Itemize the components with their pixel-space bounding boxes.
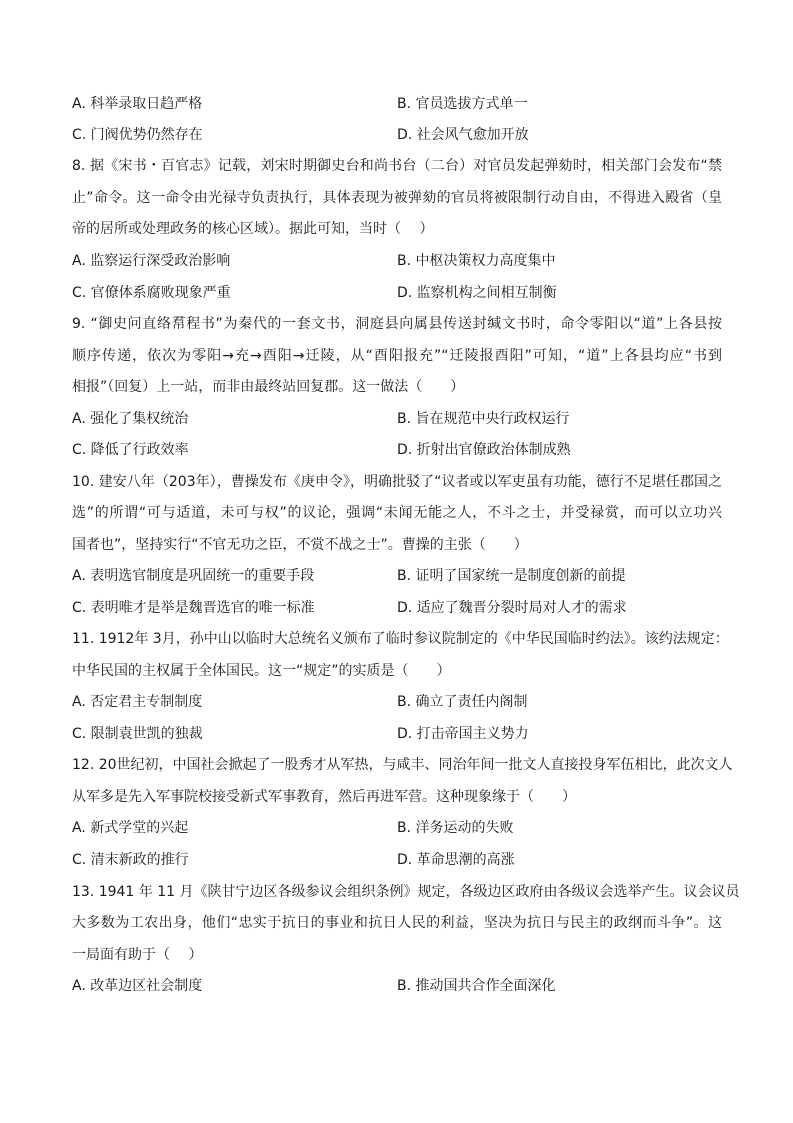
q11-option-a: A. 否定君主专制制度 [72, 694, 203, 710]
q10-option-b: B. 证明了国家统一是制度创新的前提 [397, 568, 626, 584]
q7-option-d: D. 社会风气愈加开放 [397, 127, 529, 143]
q13-option-b: B. 推动国共合作全面深化 [397, 978, 556, 994]
q12-option-c: C. 清末新政的推行 [72, 852, 189, 868]
q13-option-a: A. 改革边区社会制度 [72, 978, 203, 994]
q9-option-c: C. 降低了行政效率 [72, 442, 189, 458]
q8-stem-line: 止”命令。这一命令由光禄寺负责执行，具体表现为被弹劾的官员将被限制行动自由，不得进入殿省（皇 [72, 190, 722, 206]
q7-option-b: B. 官员选拔方式单一 [397, 96, 528, 112]
q13-stem-line: 大多数为工农出身，他们“忠实于抗日的事业和抗日人民的利益，坚决为抗日与民主的政纲而斗争”。这 [72, 915, 722, 931]
q10-option-d: D. 适应了魏晋分裂时局对人才的需求 [397, 600, 627, 616]
q8-stem-line: 帝的居所或处理政务的核心区域）。据此可知，当时（ ） [72, 221, 434, 237]
q8-option-a: A. 监察运行深受政治影响 [72, 253, 231, 269]
q9-option-b: B. 旨在规范中央行政权运行 [397, 411, 570, 427]
q13-stem-line: 13. 1941 年 11 月《陕甘宁边区各级参议会组织条例》规定，各级边区政府由各级议会选举产生。议会议员 [72, 884, 740, 900]
q12-option-d: D. 革命思潮的高涨 [397, 852, 515, 868]
q9-option-a: A. 强化了集权统治 [72, 411, 189, 427]
q11-stem-line: 11. 1912年 3月，孙中山以临时大总统名义颁布了临时参议院制定的《中华民国临时约法》。该约法规定： [72, 631, 729, 647]
q10-option-c: C. 表明唯才是举是魏晋选官的唯一标准 [72, 600, 315, 616]
q7-option-a: A. 科举录取日趋严格 [72, 96, 203, 112]
q11-option-b: B. 确立了责任内阁制 [397, 694, 528, 710]
q10-stem-line: 国者也”，坚持实行“不官无功之臣，不赏不战之士”。曹操的主张（ ） [72, 537, 528, 553]
q10-stem-line: 选”的所谓“可与适道，未可与权”的议论，强调“未闻无能之人，不斗之士，并受禄赏，而可以立功兴 [72, 505, 722, 521]
q9-option-d: D. 折射出官僚政治体制成熟 [397, 442, 571, 458]
q13-stem-line: 一局面有助于（ ） [72, 947, 203, 963]
q9-stem-line: 相报”（回复）上一站，而非由最终站回复郡。这一做法（ ） [72, 379, 465, 395]
q11-option-c: C. 限制袁世凯的独裁 [72, 726, 203, 742]
q10-stem-line: 10. 建安八年（203年），曹操发布《庚申令》，明确批驳了“议者或以军吏虽有功能，德行不足堪任郡国之 [72, 474, 722, 490]
q8-option-b: B. 中枢决策权力高度集中 [397, 253, 556, 269]
q10-option-a: A. 表明选官制度是巩固统一的重要手段 [72, 568, 315, 584]
q12-option-b: B. 洋务运动的失败 [397, 820, 514, 836]
q12-stem-line: 从军多是先入军事院校接受新式军事教育，然后再进军营。这种现象缘于（ ） [72, 789, 576, 805]
q7-option-c: C. 门阀优势仍然存在 [72, 127, 203, 143]
q8-option-c: C. 官僚体系腐败现象严重 [72, 285, 231, 301]
q11-option-d: D. 打击帝国主义势力 [397, 726, 529, 742]
q8-stem-line: 8. 据《宋书・百官志》记载，刘宋时期御史台和尚书台（二台）对官员发起弹劾时，相关部门会发布“禁 [72, 158, 722, 174]
q9-stem-line: 顺序传递，依次为零阳→充→酉阳→迁陵，从“酉阳报充”“迁陵报酉阳”可知，“道”上各县均应“书到 [72, 348, 722, 364]
q9-stem-line: 9. “御史问直络帬程书”为秦代的一套文书，洞庭县向属县传送封缄文书时，命令零阳以“道”上各县按 [72, 316, 722, 332]
q12-option-a: A. 新式学堂的兴起 [72, 820, 189, 836]
q8-option-d: D. 监察机构之间相互制衡 [397, 285, 557, 301]
q11-stem-line: 中华民国的主权属于全体国民。这一“规定”的实质是（ ） [72, 663, 451, 679]
q12-stem-line: 12. 20世纪初，中国社会掀起了一股秀才从军热，与咸丰、同治年间一批文人直接投身军伍相比，此次文人 [72, 757, 733, 773]
